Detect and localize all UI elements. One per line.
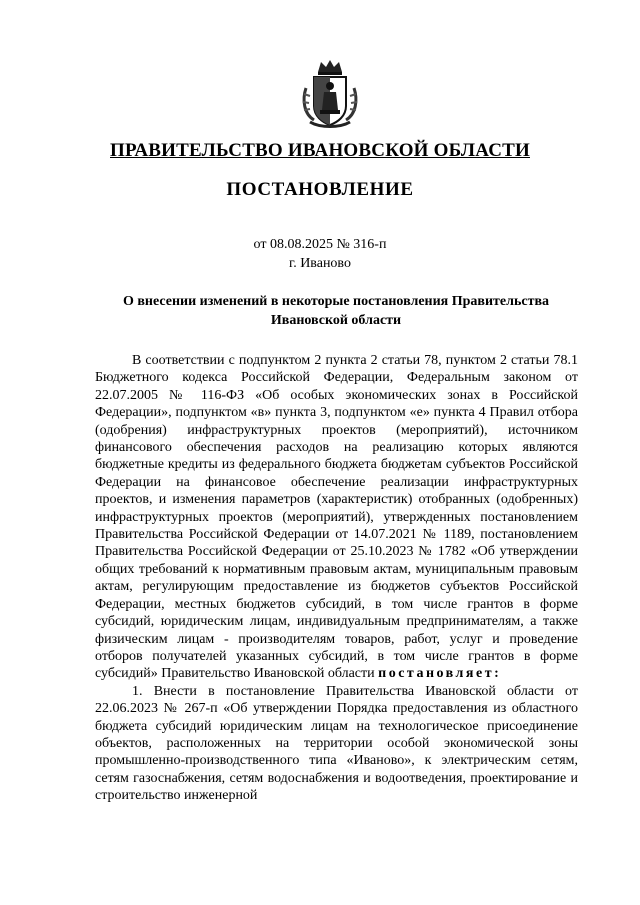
document-body xyxy=(95,352,578,805)
item-1-paragraph: 1. Внести в постановление Правительства Ивановской области от 22.06.2023 № 267-п «Об утверждении Порядка предоставления из областного бюджета субсидий юридическим лицам на технологическое присоединение объектов, расположенных на территории особой экономической зоны промышленно-производственного типа «Иваново», к электрическим сетям, сетям газоснабжения, сетям водоснабжения и водоотведения, проектирование и строительство инженерной xyxy=(95,683,578,804)
resolves-keyword: постановляет: xyxy=(378,666,502,682)
document-type: ПОСТАНОВЛЕНИЕ xyxy=(226,179,414,200)
date-number: от 08.08.2025 № 316-п xyxy=(253,237,387,252)
document-subject: О внесении изменений в некоторые постановления Правительства Ивановской области xyxy=(122,294,550,328)
preamble-text: В соответствии с подпунктом 2 пункта 2 статьи 78, пунктом 2 статьи 78.1 Бюджетного кодекса Российской Федерации, Федеральным законом от 22.07.2005 № 116-ФЗ «Об особых экономических зонах в Российской Федерации», подпунктом «в» пункта 3, подпунктом «е» пункта 4 Правил отбора (одобрения) инфраструктурных проектов (мероприятий), источником финансового обеспечения расходов на реализацию которых являются бюджетные кредиты из федерального бюджета бюджетам субъектов Российской Федерации на финансовое обеспечение реализации инфраструктурных проектов, и изменения параметров (характеристик) отобранных (одобренных) инфраструктурных проектов (мероприятий), утвержденных постановлением Правительства Российской Федерации от 14.07.2021 № 1189, постановлением Правительства Российской Федерации от 25.10.2023 № 1782 «Об утверждении общих требований к нормативным правовым актам, муниципальным правовым актам, регулирующим предоставление из бюджетов субъектов Российской Федерации, местных бюджетов субсидий, в том числе грантов в форме субсидий, юридическим лицам, индивидуальным предпринимателям, а также физическим лицам - производителям товаров, работ, услуг и проведение отборов получателей указанных субсидий, в том числе грантов в форме субсидий» Правительство Ивановской области xyxy=(95,353,578,682)
document-meta xyxy=(0,235,640,273)
coat-of-arms-icon xyxy=(300,58,360,128)
government-name: ПРАВИТЕЛЬСТВО ИВАНОВСКОЙ ОБЛАСТИ xyxy=(110,140,530,161)
city: г. Иваново xyxy=(289,256,351,271)
preamble-paragraph xyxy=(95,352,578,683)
